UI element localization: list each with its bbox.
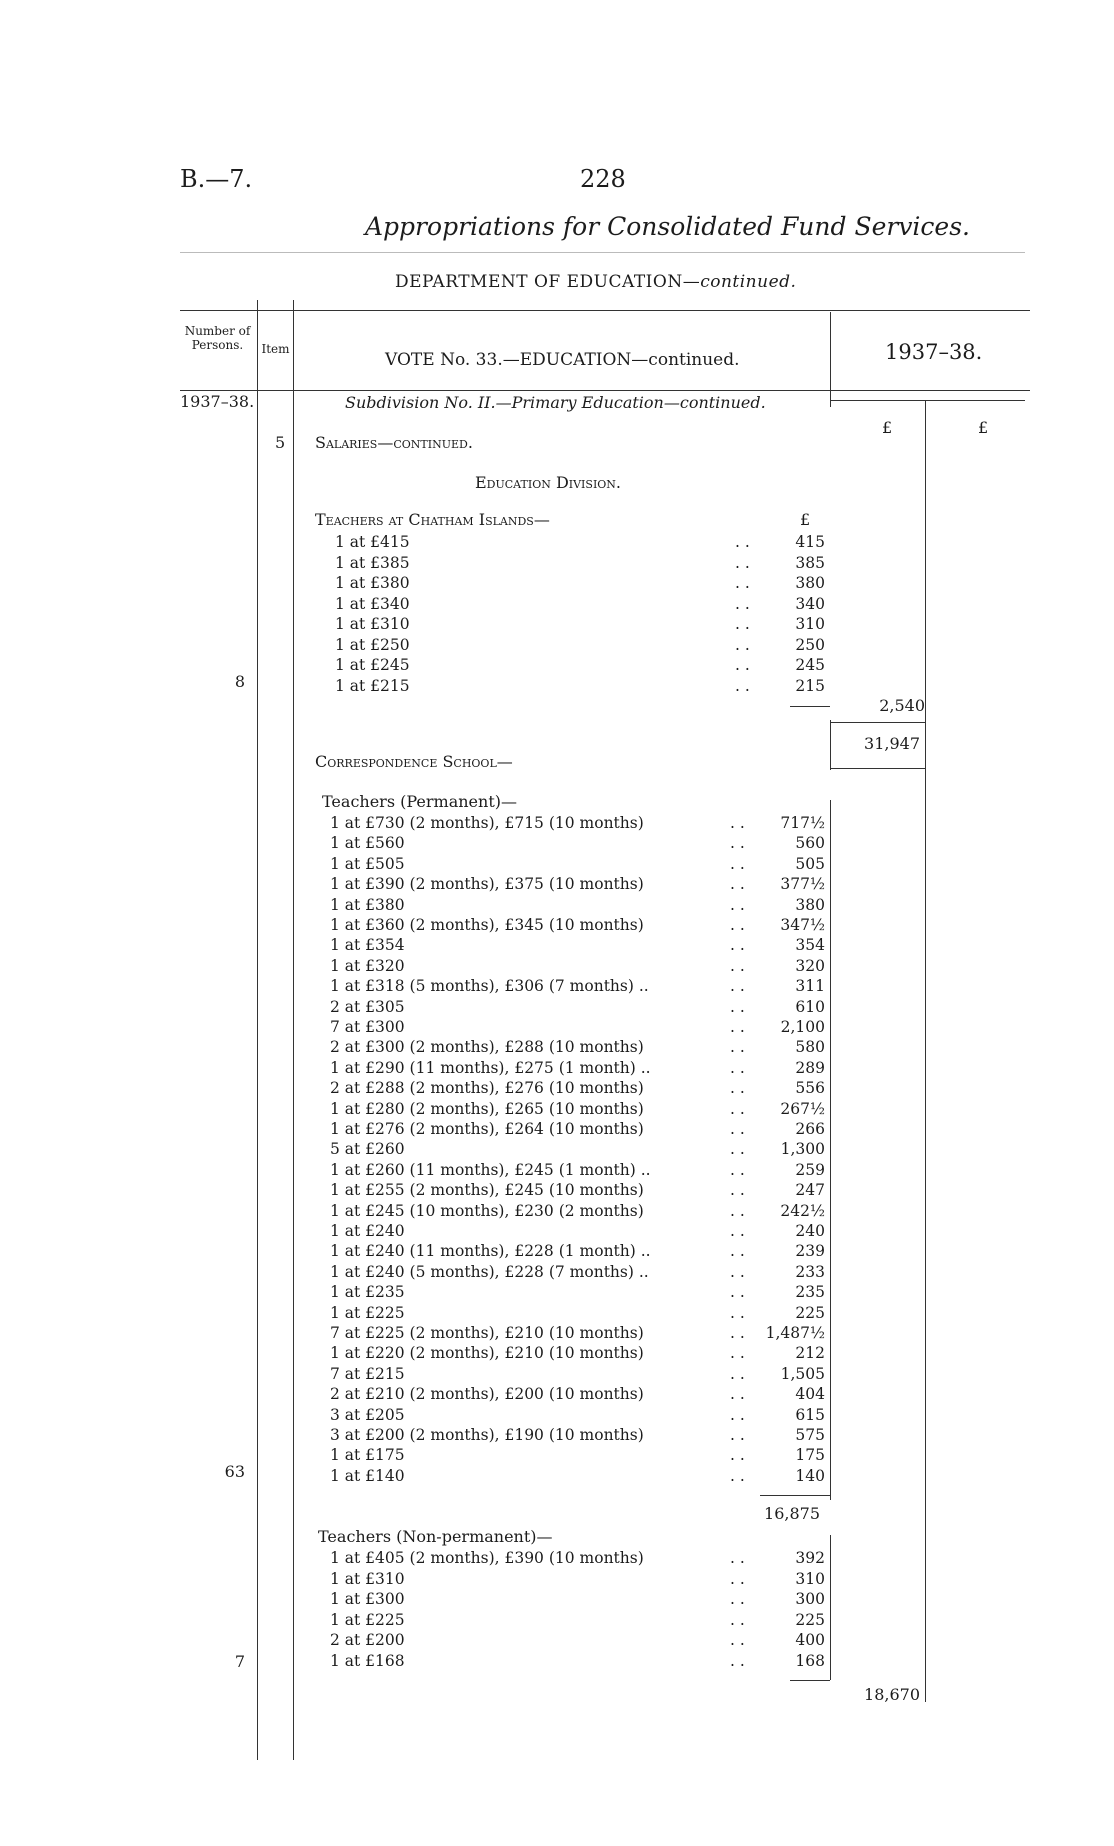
leader-dots: . . [730, 1364, 745, 1383]
row-description: 1 at £340 [335, 594, 410, 613]
row-amount: 239 [795, 1242, 825, 1261]
row-description: 1 at £240 (11 months), £228 (1 month) .. [330, 1242, 651, 1261]
leader-dots: . . [735, 574, 750, 592]
row-description: 1 at £320 [330, 956, 405, 975]
row-amount: 1,505 [780, 1364, 825, 1383]
table-row [330, 813, 825, 833]
carried-box-left [830, 720, 831, 770]
row-description: 5 at £260 [330, 1140, 405, 1159]
table-row [330, 956, 825, 976]
row-amount: 404 [795, 1385, 825, 1404]
row-amount: 340 [795, 594, 825, 613]
year-label-left: 1937–38. [180, 392, 255, 411]
table-row [330, 1651, 825, 1671]
leader-dots: . . [730, 1222, 745, 1240]
row-description: 1 at £290 (11 months), £275 (1 month) .. [330, 1058, 651, 1077]
table-row [330, 915, 825, 935]
department-name: DEPARTMENT OF EDUCATION— [395, 272, 701, 292]
subdivision-heading: Subdivision No. II.—Primary Education—continued. [345, 393, 766, 412]
money-header-rule [830, 400, 1025, 401]
row-description: 1 at £175 [330, 1446, 405, 1465]
row-amount: 505 [795, 854, 825, 873]
row-description: 1 at £235 [330, 1283, 405, 1302]
row-description: 7 at £225 (2 months), £210 (10 months) [330, 1324, 644, 1342]
row-description: 1 at £405 (2 months), £390 (10 months) [330, 1549, 644, 1567]
row-description: 1 at £225 [330, 1610, 405, 1629]
row-amount: 259 [795, 1160, 825, 1179]
row-amount: 354 [795, 936, 825, 955]
row-amount: 556 [795, 1079, 825, 1098]
leader-dots: . . [730, 1242, 745, 1261]
row-amount: 310 [795, 615, 825, 633]
leader-dots: . . [730, 1099, 745, 1118]
row-description: 1 at £390 (2 months), £375 (10 months) [330, 875, 644, 894]
row-amount: 575 [795, 1426, 825, 1444]
table-row [330, 1343, 825, 1363]
pound-sign-col1: £ [882, 418, 893, 437]
row-amount: 225 [795, 1303, 825, 1322]
money-column-divider [925, 400, 926, 1690]
table-row [330, 997, 825, 1017]
leader-dots: . . [730, 1446, 745, 1465]
row-amount: 1,300 [780, 1140, 825, 1159]
leader-dots: . . [730, 895, 745, 914]
row-description: 2 at £200 [330, 1631, 405, 1649]
table-row [330, 1119, 825, 1139]
table-header-rule [180, 390, 1030, 391]
row-amount: 267½ [780, 1099, 825, 1118]
leader-dots: . . [730, 956, 745, 975]
row-description: 3 at £205 [330, 1405, 405, 1424]
chatham-heading: Teachers at Chatham Islands— [315, 510, 550, 529]
document-reference: B.—7. [180, 165, 253, 193]
row-description: 1 at £730 (2 months), £715 (10 months) [330, 814, 644, 832]
leader-dots: . . [730, 1344, 745, 1363]
leader-dots: . . [735, 615, 750, 633]
table-row [330, 1241, 825, 1261]
row-amount: 320 [795, 956, 825, 975]
row-amount: 175 [795, 1446, 825, 1465]
row-description: 2 at £210 (2 months), £200 (10 months) [330, 1385, 644, 1404]
row-amount: 392 [795, 1549, 825, 1567]
leader-dots: . . [735, 656, 750, 674]
chatham-persons: 8 [234, 672, 245, 691]
row-description: 1 at £385 [335, 553, 410, 572]
table-row [330, 833, 825, 853]
row-amount: 380 [795, 895, 825, 914]
permanent-subtotal: 16,875 [764, 1504, 820, 1523]
row-amount: 245 [795, 656, 825, 674]
year-column-left-rule [830, 312, 831, 407]
header-rule [180, 252, 1025, 253]
row-description: 1 at £240 [330, 1222, 405, 1240]
table-row [330, 1589, 825, 1609]
row-description: 1 at £360 (2 months), £345 (10 months) [330, 916, 644, 934]
row-amount: 560 [795, 834, 825, 853]
department-continued: continued. [700, 272, 797, 292]
division-heading: Education Division. [475, 473, 622, 492]
leader-dots: . . [730, 875, 745, 894]
item-column-right-rule [293, 300, 294, 1760]
row-description: 1 at £245 [335, 656, 410, 674]
leader-dots: . . [730, 1018, 745, 1036]
table-row [335, 635, 825, 655]
leader-dots: . . [730, 1201, 745, 1220]
row-amount: 610 [795, 997, 825, 1016]
nonpermanent-heading: Teachers (Non-permanent)— [318, 1527, 553, 1546]
row-description: 1 at £318 (5 months), £306 (7 months) .. [330, 977, 649, 996]
leader-dots: . . [730, 1631, 745, 1649]
row-description: 1 at £140 [330, 1466, 405, 1485]
row-description: 1 at £240 (5 months), £228 (7 months) .. [330, 1262, 649, 1281]
nonpermanent-amount-rule [830, 1535, 831, 1680]
row-amount: 233 [795, 1262, 825, 1281]
table-row [330, 1262, 825, 1282]
row-amount: 347½ [780, 916, 825, 934]
leader-dots: . . [730, 936, 745, 955]
row-amount: 266 [795, 1120, 825, 1138]
leader-dots: . . [730, 1405, 745, 1424]
row-description: 1 at £168 [330, 1651, 405, 1670]
leader-dots: . . [730, 1426, 745, 1444]
leader-dots: . . [735, 553, 750, 572]
leader-dots: . . [730, 1058, 745, 1077]
leader-dots: . . [735, 635, 750, 654]
row-amount: 300 [795, 1590, 825, 1608]
table-row [335, 614, 825, 634]
leader-dots: . . [730, 916, 745, 934]
row-amount: 250 [795, 635, 825, 654]
chatham-subtotal: 2,540 [879, 696, 925, 715]
leader-dots: . . [730, 1590, 745, 1608]
carried-box-top [830, 722, 925, 723]
item-column-left-rule [257, 300, 258, 1760]
item-number: 5 [275, 433, 286, 452]
salaries-heading: Salaries—continued. [315, 433, 473, 452]
leader-dots: . . [730, 1140, 745, 1159]
table-row [330, 1610, 825, 1630]
table-row [330, 1630, 825, 1650]
row-description: 1 at £354 [330, 936, 405, 955]
row-description: 1 at £560 [330, 834, 405, 853]
row-description: 3 at £200 (2 months), £190 (10 months) [330, 1426, 644, 1444]
leader-dots: . . [730, 1651, 745, 1670]
table-row [330, 1569, 825, 1589]
table-row [335, 532, 825, 552]
table-row [330, 1323, 825, 1343]
page-title: Appropriations for Consolidated Fund Services. [365, 212, 971, 241]
row-description: 1 at £255 (2 months), £245 (10 months) [330, 1181, 644, 1200]
row-description: 7 at £300 [330, 1018, 405, 1036]
leader-dots: . . [730, 1160, 745, 1179]
table-row [330, 1139, 825, 1159]
correspondence-heading: Correspondence School— [315, 752, 513, 771]
leader-dots: . . [735, 676, 750, 695]
row-description: 1 at £276 (2 months), £264 (10 months) [330, 1120, 644, 1138]
chatham-pound-sign: £ [800, 510, 811, 529]
row-amount: 615 [795, 1405, 825, 1424]
row-description: 1 at £310 [330, 1569, 405, 1588]
carried-total: 31,947 [864, 734, 920, 753]
row-description: 1 at £225 [330, 1303, 405, 1322]
leader-dots: . . [730, 1181, 745, 1200]
row-amount: 168 [795, 1651, 825, 1670]
pound-sign-col2: £ [978, 418, 989, 437]
row-description: 1 at £380 [335, 574, 410, 592]
row-description: 1 at £380 [330, 895, 405, 914]
row-amount: 247 [795, 1181, 825, 1200]
vote-heading: VOTE No. 33.—EDUCATION—continued. [385, 350, 740, 370]
row-description: 1 at £415 [335, 533, 410, 551]
table-row [330, 1160, 825, 1180]
row-description: 1 at £280 (2 months), £265 (10 months) [330, 1099, 644, 1118]
leader-dots: . . [730, 1079, 745, 1098]
leader-dots: . . [730, 834, 745, 853]
table-row [335, 553, 825, 573]
department-heading [395, 272, 796, 292]
leader-dots: . . [730, 1120, 745, 1138]
table-row [330, 1201, 825, 1221]
leader-dots: . . [730, 1038, 745, 1057]
grand-total: 18,670 [864, 1685, 920, 1704]
table-row [330, 1303, 825, 1323]
table-row [330, 1037, 825, 1057]
row-amount: 310 [795, 1569, 825, 1588]
leader-dots: . . [730, 1610, 745, 1629]
row-amount: 377½ [780, 875, 825, 894]
permanent-persons: 63 [224, 1462, 245, 1481]
table-row [330, 1282, 825, 1302]
nonpermanent-persons: 7 [234, 1652, 245, 1671]
row-amount: 580 [795, 1038, 825, 1057]
row-amount: 717½ [780, 814, 825, 832]
row-amount: 212 [795, 1344, 825, 1363]
row-description: 2 at £288 (2 months), £276 (10 months) [330, 1079, 644, 1098]
column-number-of-persons: Number of Persons. [184, 324, 251, 352]
column-year: 1937–38. [885, 340, 983, 364]
column-item: Item [261, 342, 290, 356]
leader-dots: . . [730, 977, 745, 996]
chatham-subtotal-rule [790, 706, 830, 707]
leader-dots: . . [730, 854, 745, 873]
leader-dots: . . [730, 1569, 745, 1588]
row-amount: 415 [795, 533, 825, 551]
row-description: 1 at £245 (10 months), £230 (2 months) [330, 1201, 644, 1220]
table-row [330, 1221, 825, 1241]
table-row [330, 1078, 825, 1098]
row-description: 7 at £215 [330, 1364, 405, 1383]
table-row [330, 1364, 825, 1384]
page-number: 228 [580, 165, 626, 193]
leader-dots: . . [730, 1262, 745, 1281]
row-amount: 311 [795, 977, 825, 996]
row-description: 2 at £305 [330, 997, 405, 1016]
row-amount: 289 [795, 1058, 825, 1077]
leader-dots: . . [730, 814, 745, 832]
table-row [335, 594, 825, 614]
row-description: 1 at £310 [335, 615, 410, 633]
table-row [335, 573, 825, 593]
row-amount: 2,100 [780, 1018, 825, 1036]
permanent-amount-rule [830, 800, 831, 1500]
total-right-rule [925, 1680, 926, 1702]
leader-dots: . . [735, 533, 750, 551]
row-description: 1 at £250 [335, 635, 410, 654]
table-top-rule [180, 310, 1030, 311]
row-amount: 215 [795, 676, 825, 695]
table-row [330, 895, 825, 915]
row-amount: 385 [795, 553, 825, 572]
row-amount: 235 [795, 1283, 825, 1302]
table-row [330, 1017, 825, 1037]
table-row [335, 676, 825, 696]
permanent-subtotal-rule [760, 1495, 830, 1496]
leader-dots: . . [730, 1283, 745, 1302]
row-amount: 140 [795, 1466, 825, 1485]
row-description: 1 at £505 [330, 854, 405, 873]
table-row [330, 1058, 825, 1078]
leader-dots: . . [730, 1385, 745, 1404]
leader-dots: . . [730, 1324, 745, 1342]
table-row [330, 1425, 825, 1445]
row-amount: 400 [795, 1631, 825, 1649]
row-amount: 225 [795, 1610, 825, 1629]
table-row [335, 655, 825, 675]
leader-dots: . . [735, 594, 750, 613]
table-row [330, 854, 825, 874]
table-row [330, 1445, 825, 1465]
leader-dots: . . [730, 1303, 745, 1322]
table-row [330, 1384, 825, 1404]
carried-box-bottom [830, 768, 925, 769]
table-row [330, 935, 825, 955]
table-row [330, 1548, 825, 1568]
row-amount: 380 [795, 574, 825, 592]
table-row [330, 1466, 825, 1486]
table-row [330, 874, 825, 894]
table-row [330, 1405, 825, 1425]
row-description: 1 at £215 [335, 676, 410, 695]
table-row [330, 1180, 825, 1200]
row-amount: 242½ [780, 1201, 825, 1220]
table-row [330, 1099, 825, 1119]
row-description: 2 at £300 (2 months), £288 (10 months) [330, 1038, 644, 1057]
permanent-heading: Teachers (Permanent)— [322, 792, 517, 811]
leader-dots: . . [730, 1549, 745, 1567]
leader-dots: . . [730, 997, 745, 1016]
nonpermanent-subtotal-rule [790, 1680, 830, 1681]
row-description: 1 at £300 [330, 1590, 405, 1608]
table-row [330, 976, 825, 996]
row-amount: 240 [795, 1222, 825, 1240]
row-amount: 1,487½ [765, 1324, 825, 1342]
row-description: 1 at £220 (2 months), £210 (10 months) [330, 1344, 644, 1363]
leader-dots: . . [730, 1466, 745, 1485]
row-description: 1 at £260 (11 months), £245 (1 month) .. [330, 1160, 651, 1179]
